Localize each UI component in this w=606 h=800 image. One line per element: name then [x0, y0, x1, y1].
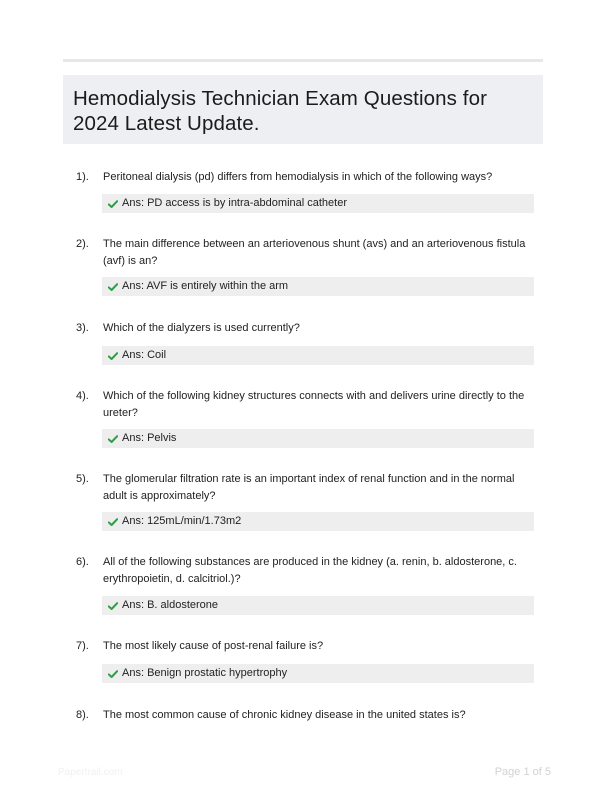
question-text: All of the following substances are produced in the kidney (a. renin, b. aldosterone, c. erythropoietin, d. calcitriol.)?	[103, 556, 517, 585]
answer-text: Ans: Pelvis	[122, 432, 177, 444]
question-number: 8).	[76, 709, 89, 721]
question-text: Which of the following kidney structures connects with and delivers urine directly to the ureter?	[103, 390, 525, 419]
check-icon	[108, 669, 118, 679]
answer-box	[102, 512, 534, 531]
question-number: 4).	[76, 390, 89, 402]
question-number: 6).	[76, 556, 89, 568]
answer-box	[102, 277, 534, 296]
answer-box	[102, 596, 534, 615]
answer-text: Ans: 125mL/min/1.73m2	[122, 515, 242, 527]
check-icon	[108, 434, 118, 444]
question-text: The glomerular filtration rate is an important index of renal function and in the normal adult is approximately?	[103, 473, 515, 502]
answer-text: Ans: Coil	[122, 349, 167, 361]
title-box	[63, 75, 543, 144]
page-title: Hemodialysis Technician Exam Questions for 2024 Latest Update.	[73, 87, 487, 135]
answer-box	[102, 429, 534, 448]
question-text: Peritoneal dialysis (pd) differs from hemodialysis in which of the following ways?	[103, 171, 493, 183]
question-number: 7).	[76, 640, 89, 652]
question-number: 1).	[76, 171, 89, 183]
footer-page-number: Page 1 of 5	[494, 766, 551, 778]
question-text: The most common cause of chronic kidney disease in the united states is?	[103, 709, 466, 721]
answer-box	[102, 346, 534, 365]
answer-box	[102, 664, 534, 683]
question-text: The most likely cause of post-renal failure is?	[103, 640, 324, 652]
check-icon	[108, 601, 118, 611]
check-icon	[108, 351, 118, 361]
check-icon	[108, 199, 118, 209]
question-text: The main difference between an arteriovenous shunt (avs) and an arteriovenous fistula (avf) is an?	[103, 238, 526, 267]
check-icon	[108, 517, 118, 527]
check-icon	[108, 282, 118, 292]
answer-text: Ans: AVF is entirely within the arm	[122, 280, 289, 292]
question-number: 5).	[76, 473, 89, 485]
question-number: 3).	[76, 322, 89, 334]
answer-box	[102, 194, 534, 213]
answer-text: Ans: PD access is by intra-abdominal catheter	[122, 197, 347, 209]
top-rule	[63, 59, 543, 62]
answer-text: Ans: B. aldosterone	[122, 599, 219, 611]
question-number: 2).	[76, 238, 89, 250]
question-text: Which of the dialyzers is used currently?	[103, 322, 300, 334]
answer-text: Ans: Benign prostatic hypertrophy	[122, 667, 288, 679]
footer-site: Papertrail.com	[58, 767, 123, 778]
